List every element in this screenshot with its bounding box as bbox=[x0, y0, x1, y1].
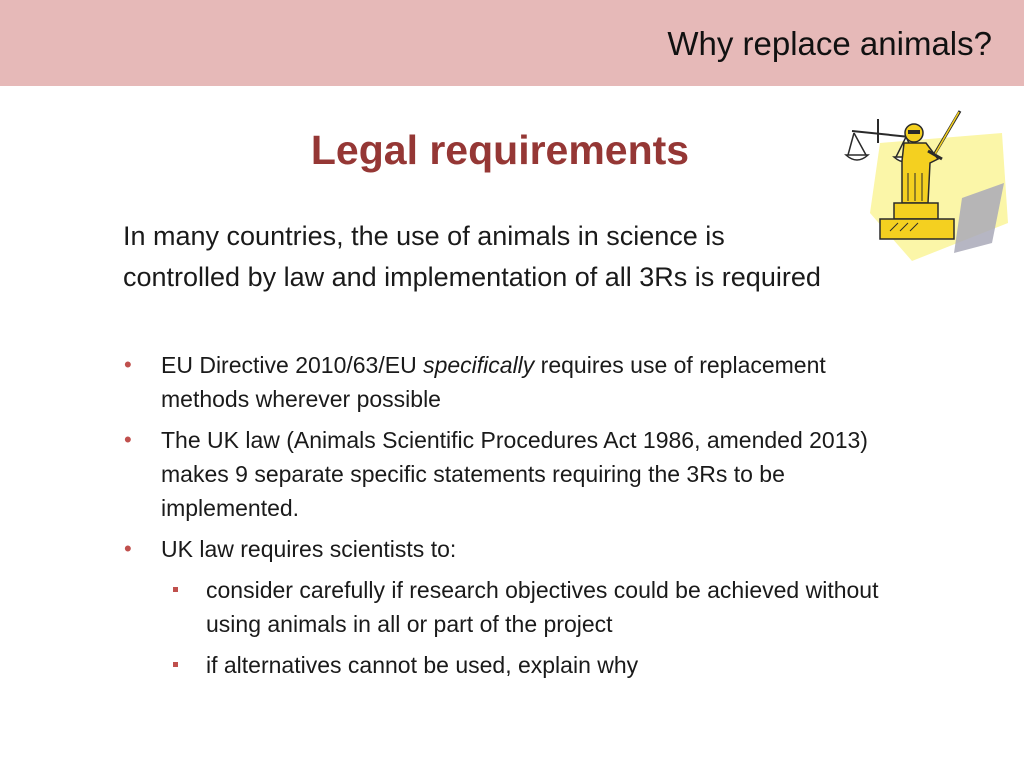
sub-bullet-square-icon bbox=[173, 587, 178, 592]
bullet-item bbox=[0, 532, 901, 566]
sub-bullet-square-icon bbox=[173, 662, 178, 667]
justice-scales-statue-icon bbox=[842, 103, 1012, 263]
bullet-item bbox=[0, 348, 901, 416]
bullet-dot-icon: • bbox=[124, 352, 132, 377]
bullet-dot-icon: • bbox=[124, 536, 132, 561]
bullet-dot-icon: • bbox=[124, 427, 132, 452]
bullet-list bbox=[0, 348, 1024, 689]
intro-paragraph: In many countries, the use of animals in science is controlled by law and implementation of all 3Rs is required bbox=[123, 221, 821, 292]
bullet-text: EU Directive 2010/63/EU specifically requires use of replacement methods wherever possible bbox=[161, 352, 826, 412]
sub-bullet-item bbox=[0, 573, 906, 641]
bullet-emphasis: specifically bbox=[423, 352, 535, 378]
sub-bullet-text: if alternatives cannot be used, explain why bbox=[206, 652, 639, 678]
bullet-text: The UK law (Animals Scientific Procedures Act 1986, amended 2013) makes 9 separate specific statements requiring the 3Rs to be implemented. bbox=[161, 427, 868, 521]
bullet-item bbox=[0, 423, 901, 525]
sub-bullet-item bbox=[0, 648, 906, 682]
header-title: Why replace animals? bbox=[667, 25, 992, 62]
sub-bullet-text: consider carefully if research objectives could be achieved without using animals in all or part of the project bbox=[206, 577, 879, 637]
bullet-text: UK law requires scientists to: bbox=[161, 536, 457, 562]
slide-title: Legal requirements bbox=[310, 127, 690, 173]
